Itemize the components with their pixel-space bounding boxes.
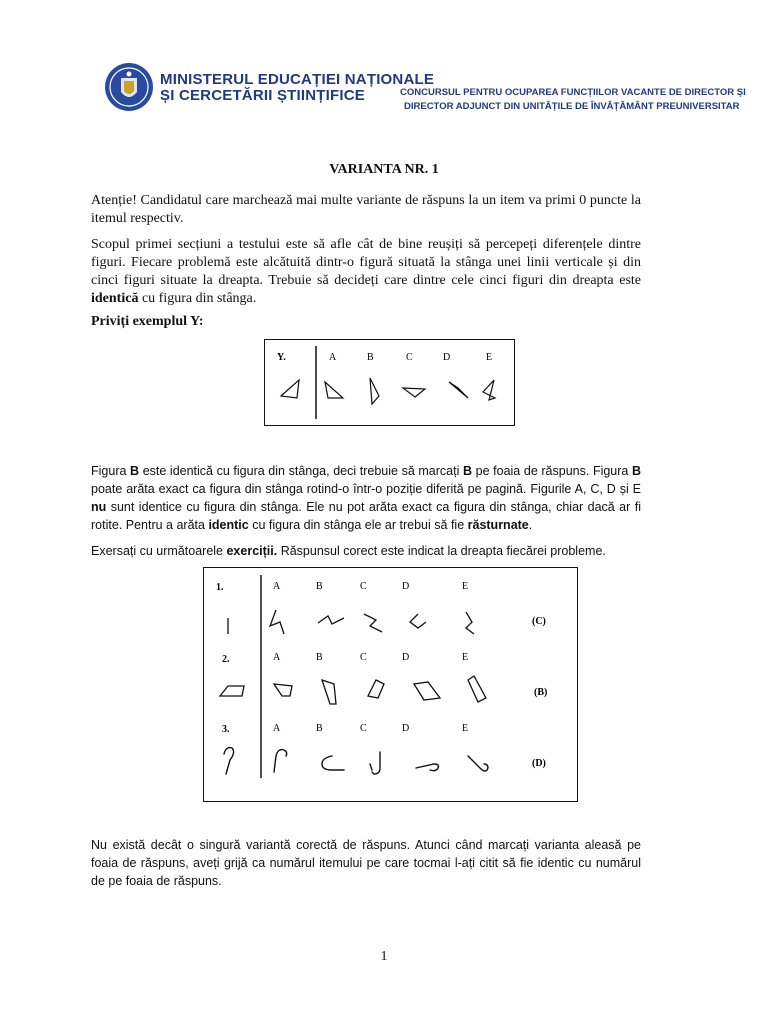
exercise-2-option-e: E xyxy=(462,652,469,663)
example-heading: Priviți exemplul Y: xyxy=(91,314,204,329)
explanation-bold-2: B xyxy=(463,464,473,478)
explanation-text-5: sunt identice cu figura din stânga. Ele nu pot arăta exact ca figura din stânga, chiar dacă ar fi rotite. Pentru a arăta xyxy=(91,500,641,532)
explanation-text-7: . xyxy=(528,518,533,532)
page-number: 1 xyxy=(380,949,388,964)
exercise-3-shape-c xyxy=(370,752,380,774)
ministry-line-1: MINISTERUL EDUCAȚIEI NAȚIONALE xyxy=(160,71,435,88)
exercise-2-option-d: D xyxy=(402,652,410,663)
exercise-2-option-c: C xyxy=(360,652,367,663)
exercise-row-1 xyxy=(216,581,546,634)
explanation-text-1: Figura xyxy=(91,464,131,478)
exercise-2-option-a: A xyxy=(273,652,281,663)
exercise-2-label: 2. xyxy=(222,654,230,665)
explanation-bold-1: B xyxy=(130,464,140,478)
contest-line-2: DIRECTOR ADJUNCT DIN UNITĂȚILE DE ÎNVĂȚĂMÂNT PREUNIVERSITAR xyxy=(404,101,740,112)
exercise-3-option-d: D xyxy=(402,723,410,734)
exercise-row-3 xyxy=(222,723,546,774)
example-item-label: Y. xyxy=(277,352,286,363)
exercise-3-shape-a xyxy=(274,750,287,772)
final-note-paragraph: Nu există decât o singură variantă corectă de răspuns. Atunci când marcați varianta aleasă pe foaia de răspuns, aveți grijă ca numărul itemului pe care tocmai l-ați citit să fie identic cu numărul de pe foaia de răspuns. xyxy=(91,838,641,888)
explanation-bold-5: identic xyxy=(208,518,249,532)
exercise-row-2 xyxy=(220,652,547,704)
exercise-2-shape-y xyxy=(220,686,244,696)
explanation-text-4: poate arăta exact ca figura din stânga rotind-o într-o poziție diferită pe pagină. Figurile A, C, D și E xyxy=(91,482,641,496)
exercise-intro xyxy=(91,542,641,560)
page-title: VARIANTA NR. 1 xyxy=(329,162,439,177)
explanation-bold-6: răsturnate xyxy=(467,518,529,532)
example-option-a: A xyxy=(329,352,337,363)
exercise-2-shape-c xyxy=(368,680,384,698)
contest-title xyxy=(400,86,746,114)
example-shape-e xyxy=(483,380,495,400)
exercise-2-option-b: B xyxy=(316,652,323,663)
instructions-text-end: cu figura din stânga. xyxy=(138,291,257,306)
exercise-1-option-c: C xyxy=(360,581,367,592)
example-option-e: E xyxy=(486,352,493,363)
example-shape-c xyxy=(403,388,425,397)
exercise-1-option-d: D xyxy=(402,581,410,592)
exercise-3-option-e: E xyxy=(462,723,469,734)
example-shape-y xyxy=(281,380,299,398)
exercise-intro-bold: exerciții. xyxy=(226,544,278,558)
explanation-paragraph xyxy=(91,462,641,534)
ministry-name xyxy=(160,72,434,104)
example-option-d: D xyxy=(443,352,451,363)
exercise-3-answer: (D) xyxy=(532,758,546,769)
exercise-1-shape-e xyxy=(466,612,474,634)
example-shape-d xyxy=(449,382,468,398)
explanation-text-2: este identică cu figura din stânga, deci trebuie să marcați xyxy=(139,464,463,478)
exercise-2-shape-b xyxy=(322,680,336,704)
explanation-text-3: pe foaia de răspuns. Figura xyxy=(472,464,632,478)
explanation-bold-4: nu xyxy=(91,500,107,514)
exercise-figure-box xyxy=(203,567,578,802)
coat-of-arms-logo xyxy=(104,60,154,114)
exercise-3-option-b: B xyxy=(316,723,323,734)
exercise-3-option-a: A xyxy=(273,723,281,734)
exercise-1-label: 1. xyxy=(216,582,224,593)
exercise-3-shape-b xyxy=(322,756,344,770)
contest-line-1: CONCURSUL PENTRU OCUPAREA FUNCȚIILOR VACANTE DE DIRECTOR ȘI xyxy=(400,87,746,98)
example-option-b: B xyxy=(367,352,374,363)
instructions-paragraph xyxy=(91,236,641,308)
exercise-3-label: 3. xyxy=(222,724,230,735)
exercise-3-shape-d xyxy=(416,764,439,771)
exercise-1-option-b: B xyxy=(316,581,323,592)
exercise-2-answer: (B) xyxy=(534,687,548,698)
warning-paragraph: Atenție! Candidatul care marchează mai multe variante de răspuns la un item va primi 0 puncte la itemul respectiv. xyxy=(91,193,641,226)
exercise-1-shape-c xyxy=(364,614,382,632)
exercise-1-shape-d xyxy=(410,614,426,628)
exercise-3-shape-y xyxy=(224,748,234,774)
exercise-2-shape-e xyxy=(468,676,486,702)
exercise-1-shape-a xyxy=(270,610,284,634)
exercise-intro-text: Exersați cu următoarele xyxy=(91,544,227,558)
exercise-1-answer: (C) xyxy=(532,616,546,627)
example-option-c: C xyxy=(406,352,413,363)
instructions-text: Scopul primei secțiuni a testului este să afle cât de bine reușiți să percepeți diferențele dintre figuri. Fiecare problemă este alcătuită dintr-o figură situată la stânga unei linii verticale și din cinci figuri situate la dreapta. Trebuie să decideți care dintre cele cinci figuri din dreapta este xyxy=(91,237,641,288)
exercise-intro-text-end: Răspunsul corect este indicat la dreapta fiecărei probleme. xyxy=(277,544,606,558)
exercise-1-option-a: A xyxy=(273,581,281,592)
ministry-line-2: ȘI CERCETĂRII ȘTIINȚIFICE xyxy=(160,87,366,104)
example-shape-b xyxy=(370,378,379,404)
exercise-3-option-c: C xyxy=(360,723,367,734)
example-shape-a xyxy=(325,382,343,398)
exercise-3-shape-e xyxy=(468,756,488,771)
exercise-2-shape-d xyxy=(414,682,440,700)
example-figures xyxy=(265,340,514,425)
exercise-2-shape-a xyxy=(274,684,292,696)
explanation-text-6: cu figura din stânga ele ar trebui să fie xyxy=(248,518,468,532)
exercise-figures xyxy=(204,568,577,801)
exercise-1-option-e: E xyxy=(462,581,469,592)
instructions-emphasis: identică xyxy=(91,291,139,306)
explanation-bold-3: B xyxy=(631,464,642,478)
example-figure-box xyxy=(264,339,515,426)
exercise-1-shape-b xyxy=(318,616,344,624)
